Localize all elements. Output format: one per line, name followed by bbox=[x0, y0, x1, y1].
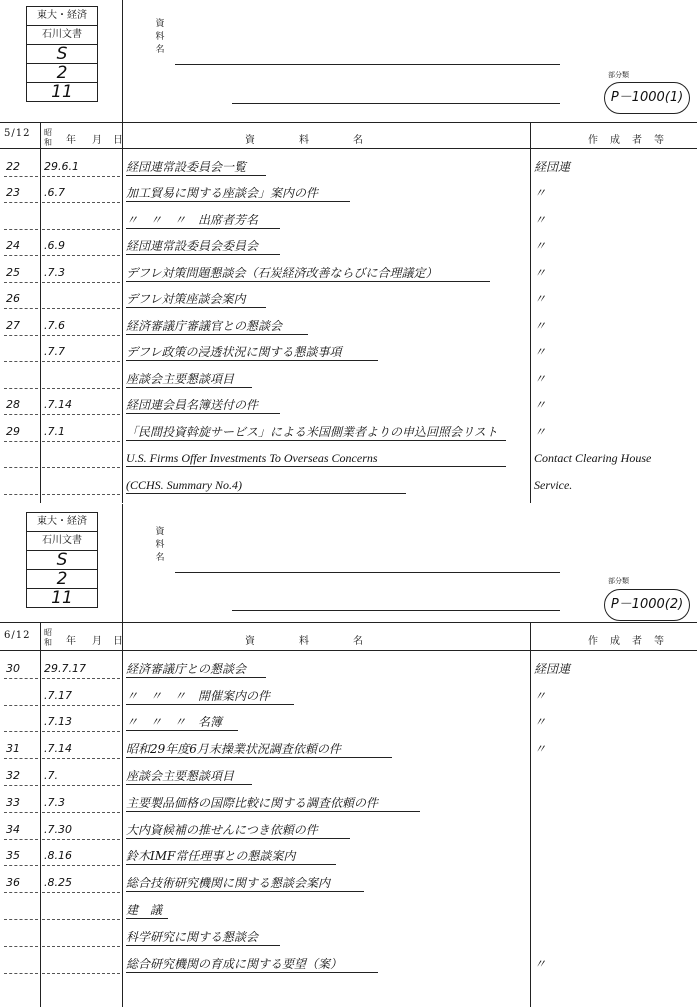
row-title: 主要製品価格の国際比較に関する調査依頼の件 bbox=[126, 795, 379, 810]
row-number: 33 bbox=[6, 795, 20, 809]
row-title: 経団連常設委員会一覧 bbox=[126, 159, 247, 174]
header-title: 資 料 名 bbox=[245, 636, 371, 647]
row-title: デフレ政策の浸透状況に関する懇談事項 bbox=[126, 345, 342, 359]
row-title: 座談会主要懇談項目 bbox=[126, 768, 235, 783]
table-row bbox=[0, 256, 697, 283]
row-title: 大内資候補の推せんにつき依頼の件 bbox=[126, 822, 318, 837]
header-slash: 6/12 bbox=[4, 630, 31, 641]
table-row bbox=[0, 283, 697, 310]
row-author: 〃 bbox=[534, 688, 547, 703]
table-row bbox=[0, 177, 697, 204]
row-number: 35 bbox=[6, 849, 20, 863]
row-title: 〃 〃 〃 名簿 bbox=[126, 715, 223, 730]
row-number: 28 bbox=[6, 398, 20, 411]
header-slash: 5/12 bbox=[4, 128, 31, 139]
row-date: 29.6.1 bbox=[44, 159, 79, 173]
sheet-1 bbox=[0, 0, 697, 503]
row-date: .8.16 bbox=[44, 849, 72, 863]
row-author: 〃 bbox=[534, 956, 547, 971]
row-title: デフレ対策問題懇談会（石炭経済改善ならびに合理議定） bbox=[126, 265, 438, 280]
stamp-folder: 11 bbox=[51, 83, 73, 101]
row-title: 加工貿易に関する座談会」案内の件 bbox=[126, 186, 319, 200]
row-author: 〃 bbox=[534, 239, 547, 253]
table-row bbox=[0, 468, 697, 495]
stamp-series: S bbox=[27, 551, 97, 570]
row-number: 30 bbox=[6, 661, 20, 675]
stamp-series: S bbox=[27, 45, 97, 64]
row-author: 〃 bbox=[534, 212, 547, 227]
table-row bbox=[0, 840, 697, 867]
row-number: 26 bbox=[6, 292, 20, 305]
table-row bbox=[0, 866, 697, 893]
table-row bbox=[0, 389, 697, 416]
row-date: .7.30 bbox=[44, 822, 72, 836]
table-row bbox=[0, 706, 697, 733]
row-number: 29 bbox=[6, 424, 20, 438]
row-date: .6.9 bbox=[44, 239, 65, 252]
table-row bbox=[0, 442, 697, 469]
header-title: 資 料 名 bbox=[245, 135, 371, 146]
row-number: 24 bbox=[6, 239, 20, 252]
table-row bbox=[0, 679, 697, 706]
row-author: Service. bbox=[534, 477, 573, 492]
classification-label: 部分類 bbox=[608, 577, 629, 585]
row-author: 〃 bbox=[534, 318, 547, 333]
row-number: 27 bbox=[6, 318, 20, 332]
row-title: 総合技術研究機関に関する懇談会案内 bbox=[126, 876, 331, 891]
row-title: 〃 〃 〃 開催案内の件 bbox=[126, 688, 271, 703]
row-title: 経済審議庁審議官との懇談会 bbox=[126, 318, 283, 333]
row-title: 科学研究に関する懇談会 bbox=[126, 929, 259, 944]
row-title: 経団連会員名簿送付の件 bbox=[126, 398, 259, 412]
row-author: 〃 bbox=[534, 424, 547, 439]
row-title: U.S. Firms Offer Investments To Overseas Concerns bbox=[126, 451, 378, 465]
table-row bbox=[0, 150, 697, 177]
row-number: 32 bbox=[6, 768, 20, 782]
row-number: 23 bbox=[6, 186, 20, 199]
row-title: 建 議 bbox=[126, 902, 163, 917]
row-author: 経団連 bbox=[534, 159, 571, 174]
classification-label: 部分類 bbox=[608, 71, 629, 79]
table-row bbox=[0, 759, 697, 786]
row-title: 昭和29年度6月末操業状況調査依頼の件 bbox=[126, 742, 341, 757]
header-year: 年 bbox=[66, 135, 77, 146]
stamp-folder: 11 bbox=[51, 589, 73, 607]
table-row bbox=[0, 786, 697, 813]
row-author: 〃 bbox=[534, 398, 547, 412]
row-title: 座談会主要懇談項目 bbox=[126, 371, 235, 386]
row-author: 経団連 bbox=[534, 661, 571, 676]
stamp-university: 東大・経済 bbox=[27, 513, 97, 532]
row-number: 36 bbox=[6, 876, 20, 890]
row-author: 〃 bbox=[534, 292, 547, 306]
row-date: .7.17 bbox=[44, 688, 72, 702]
row-date: .7.6 bbox=[44, 318, 65, 332]
classification-number: P－1000(2) bbox=[604, 589, 690, 621]
table-row bbox=[0, 415, 697, 442]
stamp-university: 東大・経済 bbox=[27, 7, 97, 26]
row-title: 経済審議庁との懇談会 bbox=[126, 661, 247, 676]
row-title: (CCHS. Summary No.4) bbox=[126, 477, 242, 492]
table-row bbox=[0, 920, 697, 947]
row-date: .6.7 bbox=[44, 186, 65, 199]
header-month: 月 bbox=[92, 636, 103, 647]
row-date: .7.3 bbox=[44, 795, 65, 809]
row-date: .7.3 bbox=[44, 265, 65, 279]
table-row bbox=[0, 309, 697, 336]
material-name-label: 資 料 名 bbox=[155, 19, 165, 55]
stamp-box: 2 bbox=[27, 570, 97, 589]
row-date: .8.25 bbox=[44, 876, 72, 890]
row-author: 〃 bbox=[534, 345, 547, 359]
row-author: 〃 bbox=[534, 371, 547, 386]
row-title: デフレ対策座談会案内 bbox=[126, 292, 246, 306]
row-date: 29.7.17 bbox=[44, 661, 86, 675]
row-title: 「民間投資斡旋サービス」による米国側業者よりの申込回照会リスト bbox=[126, 424, 498, 439]
row-number: 25 bbox=[6, 265, 20, 279]
stamp-box: 2 bbox=[27, 64, 97, 83]
row-date: .7. bbox=[44, 768, 58, 782]
header-author: 作 成 者 等 bbox=[588, 636, 665, 647]
row-author: 〃 bbox=[534, 265, 547, 280]
table-row bbox=[0, 813, 697, 840]
header-era: 昭和 bbox=[44, 128, 53, 147]
row-date: .7.14 bbox=[44, 398, 72, 411]
header-year: 年 bbox=[66, 636, 77, 647]
header-era: 昭和 bbox=[44, 628, 53, 647]
row-title: 経団連常設委員会委員会 bbox=[126, 239, 259, 253]
row-number: 31 bbox=[6, 742, 20, 756]
row-title: 鈴木IMF常任理事との懇談案内 bbox=[126, 849, 296, 864]
row-number: 34 bbox=[6, 822, 20, 836]
archive-stamp bbox=[26, 512, 98, 608]
row-title: 総合研究機関の育成に関する要望（案） bbox=[126, 956, 343, 971]
classification-number: P－1000(1) bbox=[604, 82, 690, 114]
row-date: .7.1 bbox=[44, 424, 65, 438]
header-author: 作 成 者 等 bbox=[588, 135, 665, 146]
header-day: 日 bbox=[113, 636, 124, 647]
table-row bbox=[0, 230, 697, 257]
header-day: 日 bbox=[113, 135, 124, 146]
row-number: 22 bbox=[6, 159, 20, 173]
stamp-collection: 石川文書 bbox=[27, 26, 97, 45]
table-row bbox=[0, 336, 697, 363]
row-author: 〃 bbox=[534, 715, 547, 730]
table-row bbox=[0, 203, 697, 230]
table-row bbox=[0, 947, 697, 974]
header-month: 月 bbox=[92, 135, 103, 146]
row-author: 〃 bbox=[534, 186, 547, 200]
table-row bbox=[0, 362, 697, 389]
row-title: 〃 〃 〃 出席者芳名 bbox=[126, 212, 259, 227]
table-row bbox=[0, 893, 697, 920]
stamp-collection: 石川文書 bbox=[27, 532, 97, 551]
row-date: .7.7 bbox=[44, 345, 65, 358]
row-author: Contact Clearing House bbox=[534, 451, 652, 465]
row-date: .7.14 bbox=[44, 742, 72, 756]
sheet-2 bbox=[0, 504, 697, 1007]
row-date: .7.13 bbox=[44, 715, 72, 729]
table-row bbox=[0, 732, 697, 759]
archive-stamp bbox=[26, 6, 98, 102]
table-row bbox=[0, 652, 697, 679]
row-author: 〃 bbox=[534, 742, 547, 757]
material-name-label: 資 料 名 bbox=[155, 527, 165, 563]
